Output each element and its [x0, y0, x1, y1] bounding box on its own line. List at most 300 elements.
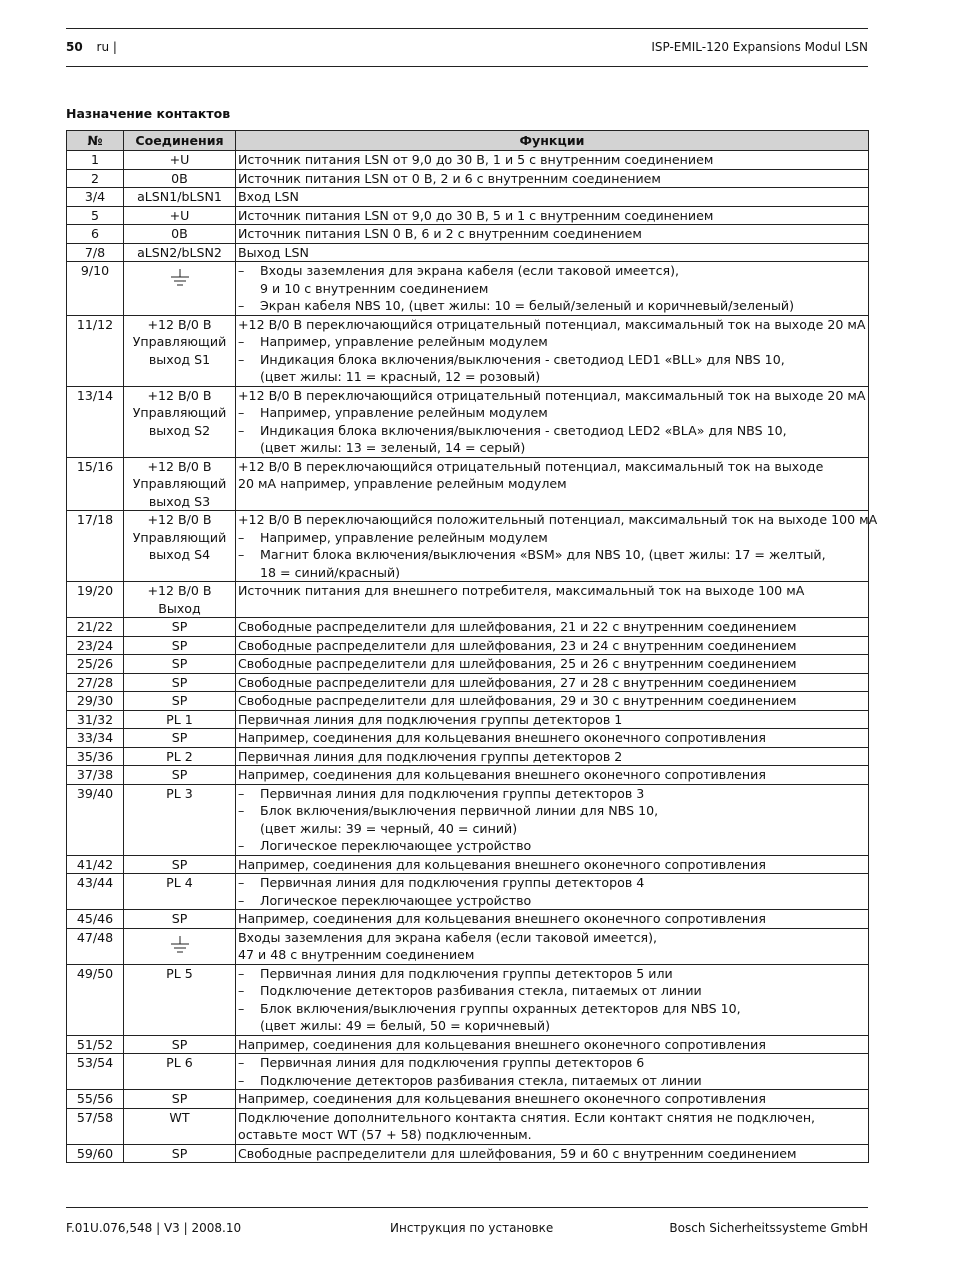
function-line	[238, 1036, 866, 1054]
connection-label: SP	[171, 637, 188, 653]
page-header-left	[66, 40, 117, 54]
connection-cell	[124, 1054, 236, 1090]
function-cell	[236, 1108, 869, 1144]
connection-label: Управляющий	[132, 334, 227, 349]
function-line	[238, 1145, 866, 1163]
bullet-dash: –	[238, 838, 245, 853]
pin-number: 43/44	[67, 874, 124, 910]
connection-cell	[124, 1108, 236, 1144]
page-number: 50	[66, 40, 83, 54]
function-line	[238, 225, 866, 243]
connection-cell	[124, 225, 236, 244]
function-line	[238, 618, 866, 636]
function-line	[238, 1072, 866, 1090]
table-row	[67, 910, 869, 929]
function-cell	[236, 511, 878, 582]
connection-label: SP	[171, 1145, 188, 1161]
function-cell	[236, 243, 869, 262]
function-text: Блок включения/выключения группы охранных детекторов для NBS 10,	[260, 1000, 741, 1016]
language-marker: ru |	[96, 40, 117, 54]
connection-cell	[124, 910, 236, 929]
function-text: 47 и 48 с внутренним соединением	[238, 947, 475, 962]
connection-cell	[124, 655, 236, 674]
connection-label: SP	[171, 1036, 188, 1052]
function-cell	[236, 729, 869, 748]
pin-number: 13/14	[67, 386, 124, 457]
pin-number: 47/48	[67, 928, 124, 964]
function-text: Например, управление релейным модулем	[260, 529, 548, 545]
function-cell	[236, 151, 869, 170]
function-text: Например, соединения для кольцевания внешнего оконечного сопротивления	[238, 730, 766, 745]
connection-label: выход S3	[148, 493, 211, 509]
function-cell	[236, 1054, 869, 1090]
connection-cell	[124, 315, 236, 386]
table-row	[67, 1090, 869, 1109]
table-row	[67, 855, 869, 874]
column-header-functions: Функции	[236, 131, 869, 151]
pin-number: 21/22	[67, 618, 124, 637]
function-text: Выход LSN	[238, 244, 309, 260]
function-cell	[236, 1144, 869, 1163]
table-row	[67, 511, 869, 582]
function-text: Первичная линия для подключения группы детекторов 1	[238, 711, 623, 727]
connection-label: +12 В/0 В	[147, 316, 212, 332]
function-text: 20 мА например, управление релейным модулем	[238, 476, 567, 491]
function-line	[238, 637, 866, 655]
connection-cell	[124, 243, 236, 262]
function-line	[238, 439, 866, 457]
function-text: оставьте мост WT (57 + 58) подключенным.	[238, 1127, 532, 1142]
function-line	[238, 316, 866, 334]
pin-number: 59/60	[67, 1144, 124, 1163]
pin-number: 51/52	[67, 1035, 124, 1054]
connection-label: PL 2	[166, 748, 193, 764]
connection-label: выход S4	[148, 547, 211, 562]
function-line	[238, 458, 866, 476]
function-line	[238, 929, 866, 947]
column-header-connections: Соединения	[124, 131, 236, 151]
table-row	[67, 928, 869, 964]
table-row	[67, 692, 869, 711]
connection-cell	[124, 151, 236, 170]
table-row	[67, 655, 869, 674]
bullet-dash: –	[238, 965, 245, 981]
connection-label: SP	[171, 767, 188, 782]
table-row	[67, 315, 869, 386]
function-line	[238, 655, 866, 673]
bullet-dash: –	[238, 1055, 245, 1070]
table-row	[67, 874, 869, 910]
pin-number: 17/18	[67, 511, 124, 582]
connection-cell	[124, 784, 236, 855]
function-cell	[236, 262, 869, 316]
connection-cell	[124, 188, 236, 207]
connection-cell	[124, 673, 236, 692]
table-row	[67, 262, 869, 316]
function-text: Подключение детекторов разбивания стекла, питаемых от линии	[260, 1072, 702, 1088]
connection-label: PL 1	[166, 711, 193, 727]
connection-label: SP	[171, 730, 188, 745]
function-line	[238, 802, 866, 820]
table-row	[67, 188, 869, 207]
function-text: Например, управление релейным модулем	[260, 405, 548, 420]
connection-label: SP	[171, 693, 188, 708]
function-line	[238, 297, 866, 315]
function-line	[238, 529, 866, 547]
connection-label: +12 В/0 В	[147, 583, 212, 598]
function-text: Источник питания LSN от 0 В, 2 и 6 с внутренним соединением	[238, 170, 661, 186]
document-code: F.01U.076,548 | V3 | 2008.10	[66, 1221, 242, 1235]
function-text: Свободные распределители для шлейфования, 59 и 60 с внутренним соединением	[238, 1145, 797, 1161]
table-row	[67, 636, 869, 655]
function-line	[238, 351, 866, 369]
function-text: Свободные распределители для шлейфования, 23 и 24 с внутренним соединением	[238, 637, 797, 653]
function-cell	[236, 855, 869, 874]
connection-label: 0B	[171, 170, 188, 186]
connection-label: SP	[171, 856, 188, 872]
function-line	[238, 892, 866, 910]
function-text: Свободные распределители для шлейфования, 27 и 28 с внутренним соединением	[238, 674, 797, 690]
connection-cell	[124, 729, 236, 748]
connection-cell	[124, 692, 236, 711]
function-text: +12 В/0 В переключающийся отрицательный потенциал, максимальный ток на выходе 20 мА	[238, 316, 866, 332]
function-line	[238, 965, 866, 983]
pin-number: 2	[67, 169, 124, 188]
connection-cell	[124, 457, 236, 511]
pin-number: 29/30	[67, 692, 124, 711]
pin-number: 7/8	[67, 243, 124, 262]
connection-label: выход S1	[148, 351, 211, 367]
function-line	[238, 244, 866, 262]
table-row	[67, 1054, 869, 1090]
function-cell	[236, 673, 869, 692]
connection-cell	[124, 511, 236, 582]
function-text: (цвет жилы: 49 = белый, 50 = коричневый)	[260, 1018, 551, 1033]
function-line	[238, 582, 866, 600]
pin-number: 45/46	[67, 910, 124, 929]
bullet-dash: –	[238, 785, 245, 801]
connection-label: WT	[169, 1109, 190, 1125]
function-text: Первичная линия для подключения группы детекторов 4	[260, 875, 645, 890]
function-cell	[236, 457, 869, 511]
pin-number: 23/24	[67, 636, 124, 655]
function-text: Вход LSN	[238, 189, 299, 204]
table-row	[67, 784, 869, 855]
table-row	[67, 766, 869, 785]
function-line	[238, 946, 866, 964]
function-cell	[236, 710, 869, 729]
function-text: Подключение детекторов разбивания стекла, питаемых от линии	[260, 983, 702, 998]
function-line	[238, 170, 866, 188]
connection-label: +12 В/0 В	[147, 458, 212, 474]
function-text: Например, управление релейным модулем	[260, 334, 548, 349]
footer-rule	[66, 1207, 868, 1208]
connection-label: +12 В/0 В	[147, 512, 212, 527]
function-text: Источник питания для внешнего потребителя, максимальный ток на выходе 100 мА	[238, 583, 805, 598]
function-text: Логическое переключающее устройство	[260, 838, 532, 853]
column-header-number: №	[67, 131, 124, 151]
bullet-dash: –	[238, 1000, 245, 1016]
connection-label: SP	[171, 619, 188, 634]
function-line	[238, 766, 866, 784]
bullet-dash: –	[238, 405, 245, 420]
function-text: Например, соединения для кольцевания внешнего оконечного сопротивления	[238, 1036, 766, 1052]
function-cell	[236, 874, 869, 910]
table-row	[67, 582, 869, 618]
function-line	[238, 1000, 866, 1018]
function-line	[238, 475, 866, 493]
function-cell	[236, 188, 869, 207]
bullet-dash: –	[238, 263, 245, 278]
table-row	[67, 747, 869, 766]
function-line	[238, 1054, 866, 1072]
function-cell	[236, 225, 869, 244]
pin-number: 15/16	[67, 457, 124, 511]
function-line	[238, 368, 866, 386]
function-text: (цвет жилы: 13 = зеленый, 14 = серый)	[260, 440, 526, 455]
table-row	[67, 169, 869, 188]
table-row	[67, 386, 869, 457]
connection-cell	[124, 262, 236, 316]
connection-cell	[124, 1035, 236, 1054]
pin-number: 53/54	[67, 1054, 124, 1090]
function-text: Индикация блока включения/выключения - светодиод LED1 «BLL» для NBS 10,	[260, 351, 785, 367]
connection-label: Выход	[158, 600, 201, 616]
function-line	[238, 785, 866, 803]
table-row	[67, 618, 869, 637]
table-row	[67, 225, 869, 244]
connection-label: 0B	[171, 226, 188, 241]
table-row	[67, 729, 869, 748]
pin-number: 25/26	[67, 655, 124, 674]
table-row	[67, 1035, 869, 1054]
function-text: Блок включения/выключения первичной линии для NBS 10,	[260, 803, 659, 818]
function-text: Например, соединения для кольцевания внешнего оконечного сопротивления	[238, 911, 766, 926]
function-text: Первичная линия для подключения группы детекторов 2	[238, 748, 623, 764]
function-cell	[236, 964, 869, 1035]
connection-cell	[124, 928, 236, 964]
function-text: Первичная линия для подключения группы детекторов 3	[260, 785, 645, 801]
connection-cell	[124, 855, 236, 874]
connection-label: Управляющий	[132, 405, 227, 420]
function-cell	[236, 747, 869, 766]
connection-cell	[124, 874, 236, 910]
function-line	[238, 387, 866, 405]
connection-label: PL 3	[166, 785, 193, 801]
function-line	[238, 564, 866, 582]
pin-number: 9/10	[67, 262, 124, 316]
function-cell	[236, 1035, 869, 1054]
pin-number: 41/42	[67, 855, 124, 874]
function-cell	[236, 1090, 869, 1109]
pin-number: 35/36	[67, 747, 124, 766]
pin-number: 39/40	[67, 784, 124, 855]
connection-cell	[124, 636, 236, 655]
pin-number: 31/32	[67, 710, 124, 729]
function-line	[238, 262, 866, 280]
header-bottom-rule	[66, 66, 868, 67]
function-cell	[236, 618, 869, 637]
connection-cell	[124, 1144, 236, 1163]
document-title: ISP-EMIL-120 Expansions Modul LSN	[651, 40, 868, 54]
function-cell	[236, 582, 869, 618]
function-line	[238, 511, 878, 529]
connection-label: выход S2	[148, 422, 211, 438]
bullet-dash: –	[238, 1072, 245, 1088]
connection-cell	[124, 169, 236, 188]
pin-number: 5	[67, 206, 124, 225]
table-row	[67, 964, 869, 1035]
bullet-dash: –	[238, 803, 245, 818]
section-title: Назначение контактов	[66, 106, 231, 121]
bullet-dash: –	[238, 547, 245, 562]
function-text: Свободные распределители для шлейфования, 25 и 26 с внутренним соединением	[238, 656, 797, 671]
connection-label: aLSN2/bLSN2	[137, 244, 222, 260]
function-cell	[236, 315, 869, 386]
pin-number: 3/4	[67, 188, 124, 207]
connection-label: SP	[171, 656, 188, 671]
connection-cell	[124, 964, 236, 1035]
connection-label: PL 6	[166, 1055, 193, 1070]
connection-label: PL 5	[166, 965, 193, 981]
connection-label: Управляющий	[132, 529, 227, 545]
function-cell	[236, 386, 869, 457]
bullet-dash: –	[238, 422, 245, 438]
function-line	[238, 856, 866, 874]
bullet-dash: –	[238, 875, 245, 890]
ground-icon	[169, 268, 191, 290]
connection-label: SP	[171, 1091, 188, 1106]
bullet-dash: –	[238, 892, 245, 908]
table-row	[67, 673, 869, 692]
connection-label: PL 4	[166, 875, 193, 890]
function-text: Например, соединения для кольцевания внешнего оконечного сопротивления	[238, 767, 766, 782]
function-text: Источник питания LSN от 9,0 до 30 В, 1 и 5 с внутренним соединением	[238, 152, 714, 167]
pin-number: 11/12	[67, 315, 124, 386]
function-cell	[236, 928, 869, 964]
connection-cell	[124, 766, 236, 785]
function-text: Первичная линия для подключения группы детекторов 5 или	[260, 965, 673, 981]
table-row	[67, 710, 869, 729]
connection-label: SP	[171, 911, 188, 926]
function-cell	[236, 169, 869, 188]
function-cell	[236, 910, 869, 929]
function-line	[238, 188, 866, 206]
function-line	[238, 674, 866, 692]
header-top-rule	[66, 28, 868, 29]
function-cell	[236, 636, 869, 655]
function-text: Первичная линия для подключения группы детекторов 6	[260, 1055, 645, 1070]
function-cell	[236, 692, 869, 711]
table-header-row	[67, 131, 869, 151]
pin-number: 19/20	[67, 582, 124, 618]
pin-number: 57/58	[67, 1108, 124, 1144]
table-row	[67, 1144, 869, 1163]
function-line	[238, 910, 866, 928]
function-text: Например, соединения для кольцевания внешнего оконечного сопротивления	[238, 1091, 766, 1106]
function-text: Источник питания LSN от 9,0 до 30 В, 5 и 1 с внутренним соединением	[238, 207, 714, 223]
connection-cell	[124, 618, 236, 637]
function-line	[238, 711, 866, 729]
function-line	[238, 1109, 866, 1127]
function-cell	[236, 206, 869, 225]
table-row	[67, 243, 869, 262]
bullet-dash: –	[238, 983, 245, 998]
connection-cell	[124, 206, 236, 225]
bullet-dash: –	[238, 298, 245, 313]
function-line	[238, 1126, 866, 1144]
connection-label: SP	[171, 674, 188, 690]
pin-number: 49/50	[67, 964, 124, 1035]
function-line	[238, 280, 866, 298]
function-line	[238, 837, 866, 855]
document-type: Инструкция по установке	[390, 1221, 554, 1235]
function-cell	[236, 784, 869, 855]
function-text: Входы заземления для экрана кабеля (если таковой имеется),	[260, 263, 680, 278]
pin-number: 6	[67, 225, 124, 244]
connection-label: +U	[169, 152, 190, 167]
function-text: Входы заземления для экрана кабеля (если таковой имеется),	[238, 929, 658, 945]
function-text: Подключение дополнительного контакта снятия. Если контакт снятия не подключен,	[238, 1109, 816, 1125]
function-line	[238, 207, 866, 225]
table-row	[67, 151, 869, 170]
function-text: Свободные распределители для шлейфования, 21 и 22 с внутренним соединением	[238, 619, 797, 634]
function-text: 18 = синий/красный)	[260, 564, 401, 580]
function-line	[238, 422, 866, 440]
function-text: Источник питания LSN 0 В, 6 и 2 с внутренним соединением	[238, 226, 642, 241]
function-line	[238, 820, 866, 838]
pin-number: 55/56	[67, 1090, 124, 1109]
pin-number: 37/38	[67, 766, 124, 785]
function-line	[238, 748, 866, 766]
function-text: 9 и 10 с внутренним соединением	[260, 280, 489, 296]
ground-icon	[169, 935, 191, 957]
function-text: (цвет жилы: 11 = красный, 12 = розовый)	[260, 369, 541, 384]
connection-cell	[124, 582, 236, 618]
connection-label: aLSN1/bLSN1	[137, 189, 222, 204]
function-line	[238, 333, 866, 351]
function-text: Свободные распределители для шлейфования, 29 и 30 с внутренним соединением	[238, 693, 797, 708]
function-text: Магнит блока включения/выключения «BSM» для NBS 10, (цвет жилы: 17 = желтый,	[260, 547, 826, 562]
function-line	[238, 729, 866, 747]
pin-assignment-table	[66, 130, 878, 1163]
bullet-dash: –	[238, 334, 245, 349]
pin-number: 33/34	[67, 729, 124, 748]
function-text: +12 В/0 В переключающийся отрицательный потенциал, максимальный ток на выходе 20 мА	[238, 387, 866, 403]
connection-label: +12 В/0 В	[147, 387, 212, 403]
function-line	[238, 1017, 866, 1035]
table-row	[67, 457, 869, 511]
table-body	[67, 151, 878, 1163]
table-row	[67, 206, 869, 225]
company-name: Bosch Sicherheitssysteme GmbH	[669, 1221, 868, 1235]
bullet-dash: –	[238, 351, 245, 367]
bullet-dash: –	[238, 529, 245, 545]
function-line	[238, 982, 866, 1000]
function-text: Экран кабеля NBS 10, (цвет жилы: 10 = белый/зеленый и коричневый/зеленый)	[260, 298, 794, 313]
function-line	[238, 404, 866, 422]
function-line	[238, 151, 866, 169]
function-text: (цвет жилы: 39 = черный, 40 = синий)	[260, 820, 518, 836]
function-line	[238, 1090, 866, 1108]
function-text: +12 В/0 В переключающийся положительный потенциал, максимальный ток на выходе 100 мА	[238, 512, 878, 527]
connection-label: Управляющий	[132, 476, 227, 491]
function-cell	[236, 655, 869, 674]
function-text: Индикация блока включения/выключения - светодиод LED2 «BLA» для NBS 10,	[260, 422, 787, 438]
pin-number: 1	[67, 151, 124, 170]
connection-cell	[124, 1090, 236, 1109]
table-row	[67, 1108, 869, 1144]
